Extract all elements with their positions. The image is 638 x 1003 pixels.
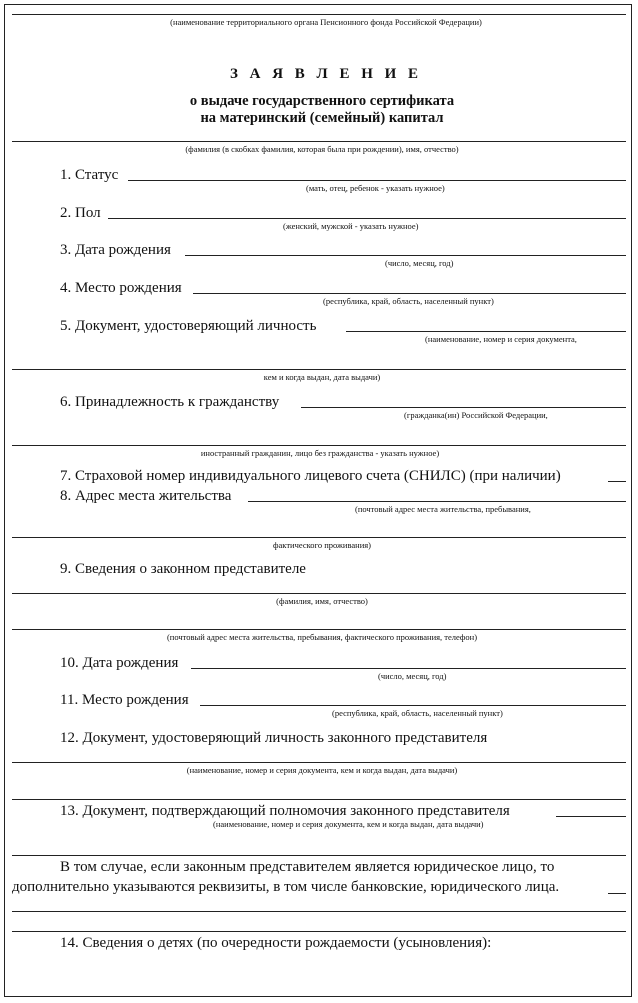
rep-pob-line[interactable] (200, 705, 626, 706)
sex-line[interactable] (108, 218, 626, 219)
doc-hint-2: кем и когда выдан, дата выдачи) (263, 372, 381, 382)
pob-hint: (республика, край, область, населенный пункт) (323, 296, 494, 306)
rep-doc-hint: (наименование, номер и серия документа, кем и когда выдан, дата выдачи) (186, 765, 458, 775)
doc-label: 5. Документ, удостоверяющий личность (60, 318, 317, 334)
rep-line[interactable] (12, 593, 626, 594)
rep-line-2[interactable] (12, 629, 626, 630)
address-hint: (почтовый адрес места жительства, пребывания, (355, 504, 531, 514)
rep-auth-line-2[interactable] (12, 855, 626, 856)
address-line-2[interactable] (12, 537, 626, 538)
form-subtitle-2: на материнский (семейный) капитал (200, 110, 444, 126)
rep-pob-hint: (республика, край, область, населенный пункт) (332, 708, 503, 718)
rep-auth-line[interactable] (556, 816, 626, 817)
address-label: 8. Адрес места жительства (60, 488, 232, 504)
citizenship-line-2[interactable] (12, 445, 626, 446)
snils-label: 7. Страховой номер индивидуального лицевого счета (СНИЛС) (при наличии) (60, 468, 561, 484)
rep-dob-hint: (число, месяц, год) (378, 671, 447, 681)
citizenship-hint-2: иностранный гражданин, лицо без гражданства - указать нужное) (200, 448, 440, 458)
form-subtitle-1: о выдаче государственного сертификата (189, 93, 455, 109)
fio-caption: (фамилия (в скобках фамилия, которая была при рождении), имя, отчество) (185, 144, 459, 154)
legal-entity-text-1: В том случае, если законным представителем является юридическое лицо, то (60, 859, 555, 875)
legal-entity-line[interactable] (608, 893, 626, 894)
citizenship-line[interactable] (301, 407, 626, 408)
form-title: З А Я В Л Е Н И Е (229, 66, 423, 82)
rep-doc-line-2[interactable] (12, 799, 626, 800)
doc-hint: (наименование, номер и серия документа, (425, 334, 577, 344)
rep-pob-label: 11. Место рождения (60, 692, 189, 708)
rep-hint: (фамилия, имя, отчество) (276, 596, 368, 606)
status-label: 1. Статус (60, 167, 119, 183)
dob-label: 3. Дата рождения (60, 242, 171, 258)
doc-line-2[interactable] (12, 369, 626, 370)
organ-caption: (наименование территориального органа Пенсионного фонда Российской Федерации) (170, 17, 482, 27)
organ-line[interactable] (12, 14, 626, 15)
rep-doc-label: 12. Документ, удостоверяющий личность законного представителя (60, 730, 488, 746)
dob-hint: (число, месяц, год) (385, 258, 454, 268)
rep-hint-2: (почтовый адрес места жительства, пребывания, фактического проживания, телефон) (166, 632, 478, 642)
rep-auth-hint: (наименование, номер и серия документа, кем и когда выдан, дата выдачи) (213, 819, 484, 829)
rep-doc-line[interactable] (12, 762, 626, 763)
rep-auth-label: 13. Документ, подтверждающий полномочия законного представителя (60, 803, 510, 819)
status-hint: (мать, отец, ребенок - указать нужное) (306, 183, 445, 193)
pob-line[interactable] (193, 293, 626, 294)
snils-line[interactable] (608, 481, 626, 482)
rep-label: 9. Сведения о законном представителе (60, 561, 306, 577)
doc-line[interactable] (346, 331, 626, 332)
children-label: 14. Сведения о детях (по очередности рождаемости (усыновления): (60, 935, 492, 951)
rep-dob-label: 10. Дата рождения (60, 655, 179, 671)
status-line[interactable] (128, 180, 626, 181)
sex-hint: (женский, мужской - указать нужное) (283, 221, 419, 231)
citizenship-label: 6. Принадлежность к гражданству (60, 394, 280, 410)
address-hint-2: фактического проживания) (273, 540, 371, 550)
fio-line[interactable] (12, 141, 626, 142)
legal-entity-line-2[interactable] (12, 911, 626, 912)
legal-entity-line-3[interactable] (12, 931, 626, 932)
address-line[interactable] (248, 501, 626, 502)
pob-label: 4. Место рождения (60, 280, 182, 296)
citizenship-hint: (гражданка(ин) Российской Федерации, (404, 410, 548, 420)
legal-entity-text-2: дополнительно указываются реквизиты, в том числе банковские, юридического лица. (12, 879, 560, 895)
dob-line[interactable] (185, 255, 626, 256)
sex-label: 2. Пол (60, 205, 101, 221)
rep-dob-line[interactable] (191, 668, 626, 669)
